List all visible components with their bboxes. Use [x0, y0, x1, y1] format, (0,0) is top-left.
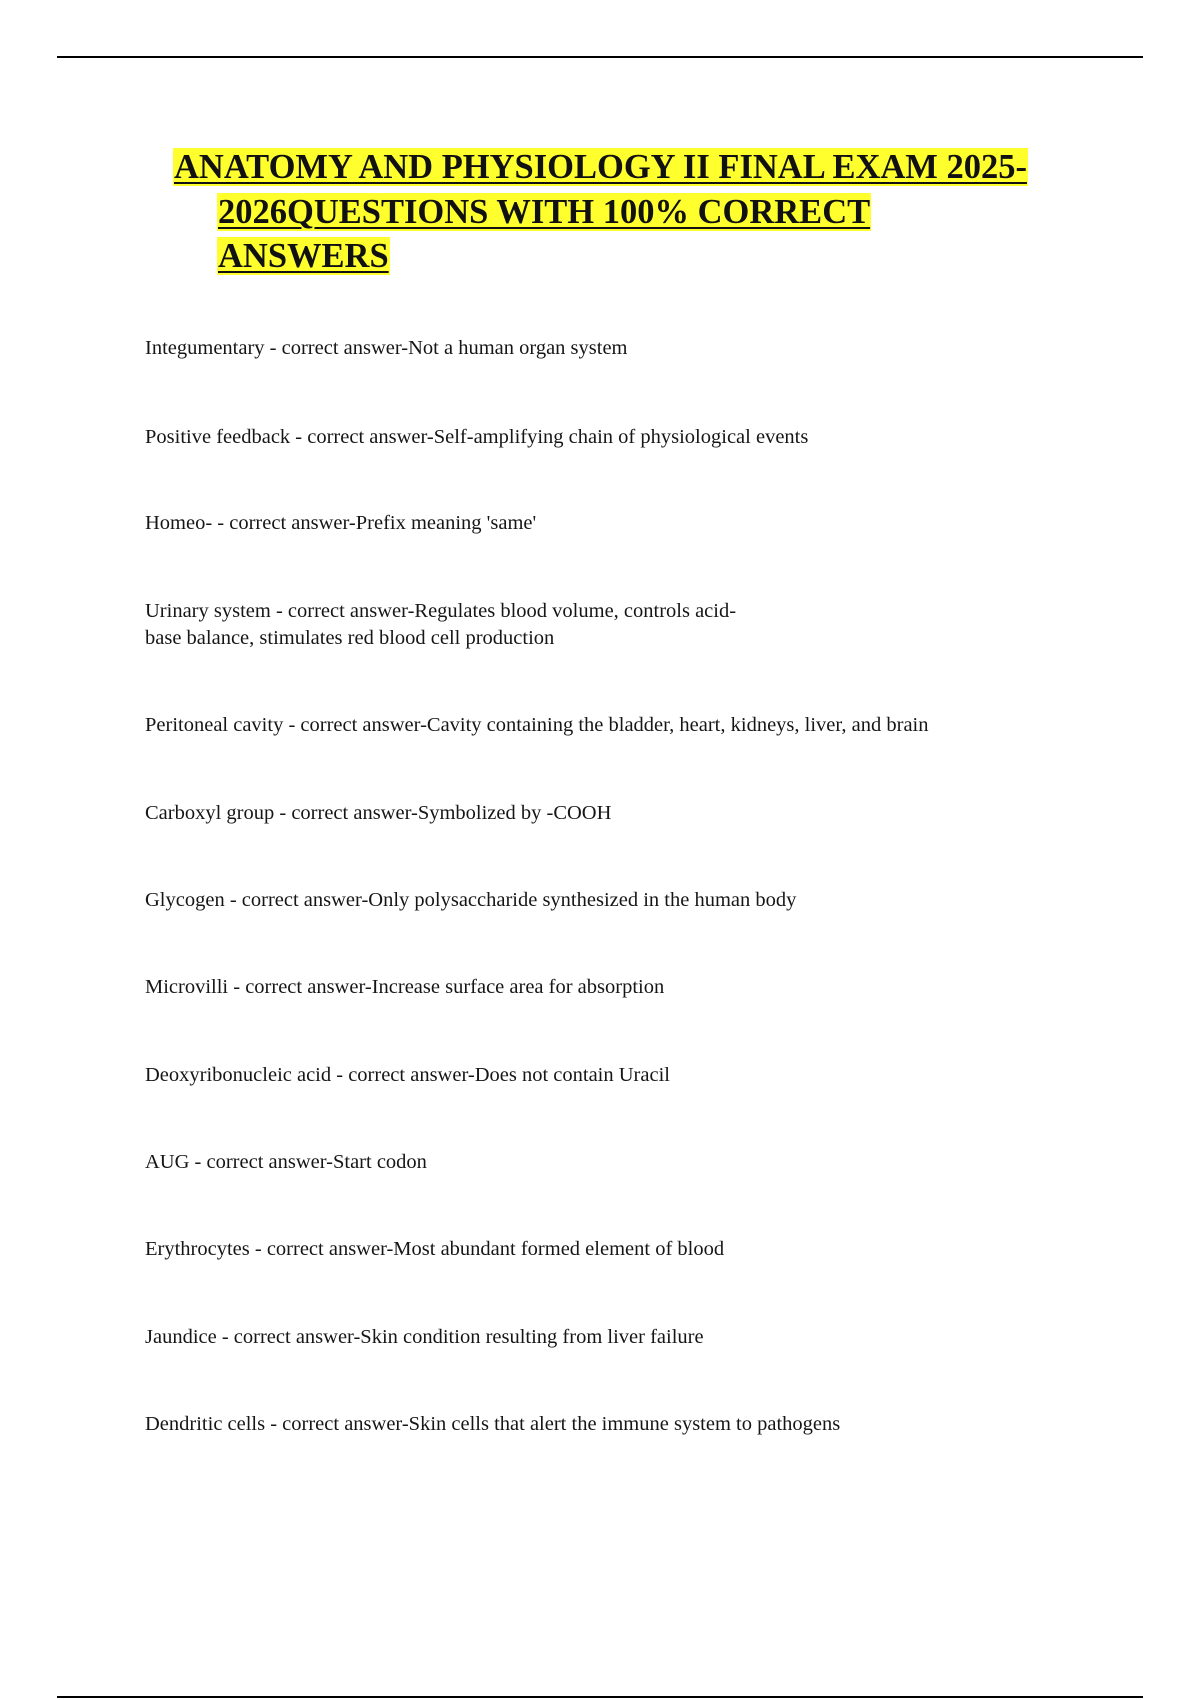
qa-item-erythrocytes	[145, 1236, 1045, 1263]
qa-item-text: Positive feedback - correct answer-Self-amplifying chain of physiological events	[145, 426, 809, 448]
title-line-1-text: ANATOMY AND PHYSIOLOGY II FINAL EXAM 2025-	[174, 148, 1027, 186]
qa-item-text: Urinary system - correct answer-Regulates blood volume, controls acid-	[145, 600, 737, 622]
document-title	[173, 145, 1103, 279]
qa-item-text: Erythrocytes - correct answer-Most abundant formed element of blood	[145, 1238, 725, 1260]
qa-item-text: Peritoneal cavity - correct answer-Cavity containing the bladder, heart, kidneys, liver, and brain	[145, 714, 929, 736]
qa-item-text: Glycogen - correct answer-Only polysaccharide synthesized in the human body	[145, 889, 797, 911]
qa-item-positive-feedback	[145, 424, 1045, 451]
qa-item-dendritic-cells	[145, 1411, 1045, 1438]
qa-item-text: Microvilli - correct answer-Increase surface area for absorption	[145, 976, 665, 998]
qa-item-aug	[145, 1149, 1045, 1176]
qa-item-text: Carboxyl group - correct answer-Symbolized by -COOH	[145, 802, 612, 824]
qa-item-text: Deoxyribonucleic acid - correct answer-Does not contain Uracil	[145, 1064, 670, 1086]
qa-item-jaundice	[145, 1324, 1045, 1351]
qa-item-carboxyl-group	[145, 800, 1045, 827]
title-line-2	[173, 190, 1103, 235]
qa-item-text: Integumentary - correct answer-Not a human organ system	[145, 337, 628, 359]
title-line-3-text: ANSWERS	[218, 237, 389, 275]
top-rule	[57, 56, 1143, 58]
qa-item-homeo	[145, 510, 1045, 537]
qa-item-deoxyribonucleic-acid	[145, 1062, 1045, 1089]
qa-item-text: Jaundice - correct answer-Skin condition resulting from liver failure	[145, 1326, 704, 1348]
qa-item-text: Dendritic cells - correct answer-Skin cells that alert the immune system to pathogens	[145, 1413, 841, 1435]
qa-item-integumentary	[145, 335, 1045, 362]
qa-item-glycogen	[145, 887, 1045, 914]
title-line-2-text: 2026QUESTIONS WITH 100% CORRECT	[218, 192, 871, 231]
bottom-rule	[57, 1696, 1143, 1698]
qa-item-peritoneal-cavity	[145, 712, 1045, 739]
title-line-3	[173, 234, 1103, 279]
qa-item-urinary-system	[145, 598, 1045, 652]
qa-item-text: AUG - correct answer-Start codon	[145, 1151, 427, 1173]
title-line-1	[173, 145, 1103, 190]
qa-item-microvilli	[145, 974, 1045, 1001]
qa-item-text: Homeo- - correct answer-Prefix meaning 'same'	[145, 512, 537, 534]
qa-item-text-continued: base balance, stimulates red blood cell production	[145, 627, 555, 649]
